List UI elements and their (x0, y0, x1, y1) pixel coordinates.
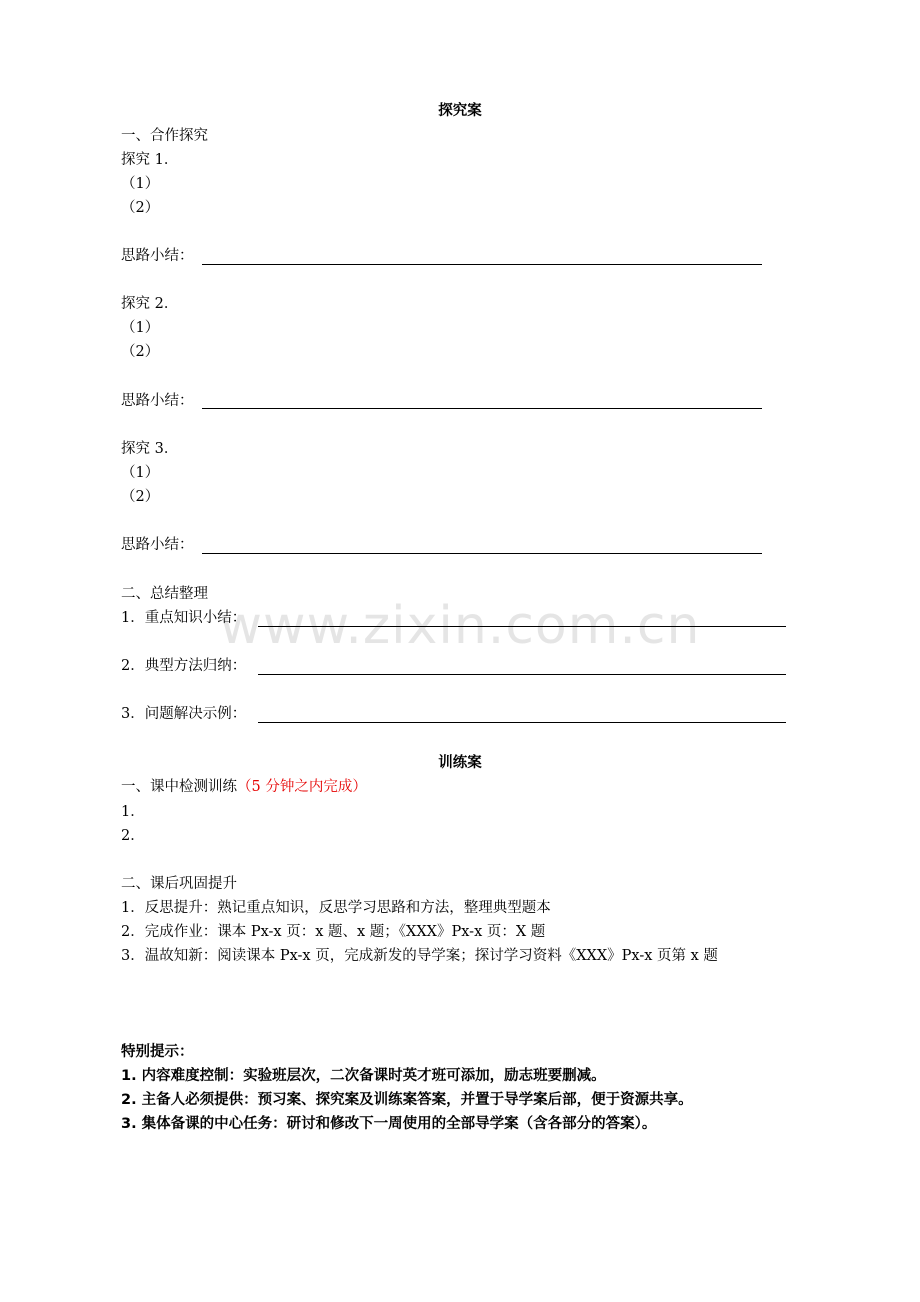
explore-3-label: 探究 3． (121, 441, 179, 457)
note-item-3: 3. 集体备课的中心任务：研讨和修改下一周使用的全部导学案（含各部分的答案）。 (121, 1116, 657, 1132)
explore-1-label: 探究 1． (121, 152, 179, 168)
summary-item-3: 3．问题解决示例： (121, 706, 247, 722)
explore-section1: 一、合作探究 (121, 128, 208, 144)
note-item-1: 1. 内容难度控制：实验班层次，二次备课时英才班可添加，励志班要删减。 (121, 1068, 606, 1084)
training-q2: 2． (121, 828, 145, 844)
explore-1-summary: 思路小结： (121, 248, 194, 264)
summary-item-2: 2．典型方法归纳： (121, 658, 247, 674)
explore-2-sub1: （1） (121, 320, 160, 336)
explore-2-label: 探究 2． (121, 296, 179, 312)
explore-3-summary-line[interactable] (202, 553, 762, 554)
training-section2: 二、课后巩固提升 (121, 876, 237, 892)
summary-item-2-line[interactable] (258, 674, 786, 675)
explore-1-sub1: （1） (121, 176, 160, 192)
watermark: www.zixin.com.cn (219, 596, 701, 656)
explore-2-sub2: （2） (121, 344, 160, 360)
explore-3-summary: 思路小结： (121, 537, 194, 553)
explore-2-summary: 思路小结： (121, 393, 194, 409)
summary-item-1: 1．重点知识小结： (121, 610, 247, 626)
explore-1-sub2: （2） (121, 200, 160, 216)
after-item-2: 2．完成作业：课本 Px-x 页：x 题、x 题；《XXX》Px-x 页：X 题 (121, 924, 546, 940)
explore-title: 探究案 (438, 103, 482, 119)
training-title: 训练案 (438, 755, 482, 771)
summary-item-1-line[interactable] (258, 626, 786, 627)
summary-item-3-line[interactable] (258, 722, 786, 723)
explore-3-sub2: （2） (121, 489, 160, 505)
explore-section2: 二、总结整理 (121, 586, 208, 602)
explore-3-sub1: （1） (121, 465, 160, 481)
after-item-3: 3．温故知新：阅读课本 Px-x 页，完成新发的导学案；探讨学习资料《XXX》Px-x 页第 x 题 (121, 948, 718, 964)
after-item-1: 1．反思提升：熟记重点知识，反思学习思路和方法，整理典型题本 (121, 900, 551, 916)
explore-1-summary-line[interactable] (202, 264, 762, 265)
note-item-2: 2. 主备人必须提供：预习案、探究案及训练案答案，并置于导学案后部，便于资源共享。 (121, 1092, 693, 1108)
notes-heading: 特别提示： (121, 1044, 194, 1060)
training-section1-note: （5 分钟之内完成） (237, 779, 367, 795)
training-q1: 1． (121, 804, 145, 820)
training-section1-label: 一、课中检测训练 (121, 779, 237, 795)
explore-2-summary-line[interactable] (202, 408, 762, 409)
training-section1 (121, 777, 367, 797)
